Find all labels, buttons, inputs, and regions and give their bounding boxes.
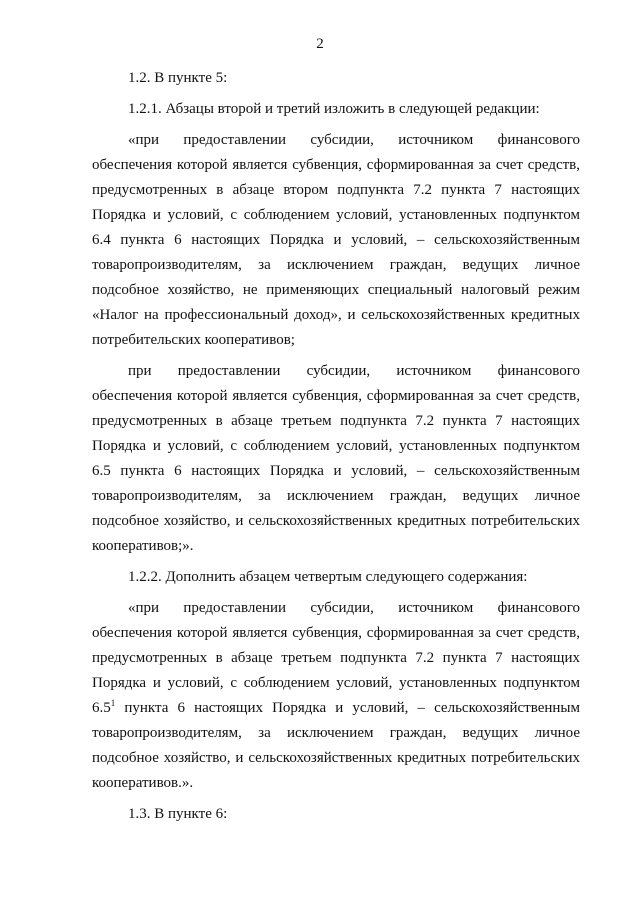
text-line: обеспечения которой является субвенция, сформированная за счет средств, <box>92 157 580 173</box>
quote-paragraph-2 <box>92 359 580 559</box>
quote-paragraph-1 <box>92 128 580 353</box>
text-line: подсобное хозяйство, и сельскохозяйственных кредитных потребительских <box>92 750 580 766</box>
text-line: Порядка и условий, с соблюдением условий, установленных подпунктом <box>92 675 580 691</box>
text-line: «при предоставлении субсидии, источником финансового <box>128 600 580 616</box>
text-line: предусмотренных в абзаце третьем подпункта 7.2 пункта 7 настоящих <box>92 650 580 666</box>
item-1-2-heading: 1.2. В пункте 5: <box>128 70 228 86</box>
text-line: обеспечения которой является субвенция, сформированная за счет средств, <box>92 388 580 404</box>
item-1-3-heading: 1.3. В пункте 6: <box>128 806 228 822</box>
text-line: подсобное хозяйство, и сельскохозяйственных кредитных потребительских <box>92 513 580 529</box>
document-body <box>92 66 580 827</box>
text-line: при предоставлении субсидии, источником финансового <box>128 363 580 379</box>
text-line <box>92 696 580 721</box>
text-line: 6.5 пункта 6 настоящих Порядка и условий, – сельскохозяйственным <box>92 463 580 479</box>
text-line: Порядка и условий, с соблюдением условий, установленных подпунктом <box>92 438 580 454</box>
text-line: 6.4 пункта 6 настоящих Порядка и условий, – сельскохозяйственным <box>92 232 580 248</box>
item-1-2-1-heading: 1.2.1. Абзацы второй и третий изложить в следующей редакции: <box>128 101 540 117</box>
text-line: Порядка и условий, с соблюдением условий, установленных подпунктом <box>92 207 580 223</box>
text-line: товаропроизводителям, за исключением граждан, ведущих личное <box>92 725 580 741</box>
text-line: потребительских кооперативов; <box>92 332 295 348</box>
text-line: предусмотренных в абзаце втором подпункта 7.2 пункта 7 настоящих <box>92 182 580 198</box>
text-line: кооперативов.». <box>92 775 194 791</box>
text-line: товаропроизводителям, за исключением граждан, ведущих личное <box>92 257 580 273</box>
page-number: 2 <box>316 36 324 52</box>
text-line: «при предоставлении субсидии, источником финансового <box>128 132 580 148</box>
text-fragment: пункта 6 настоящих Порядка и условий, – сельскохозяйственным <box>115 700 580 716</box>
text-line: подсобное хозяйство, не применяющих специальный налоговый режим <box>92 282 580 298</box>
item-1-2-2-heading: 1.2.2. Дополнить абзацем четвертым следующего содержания: <box>128 569 528 585</box>
superscript: 1 <box>110 698 116 708</box>
subpoint-number: 6.5 <box>92 700 111 716</box>
text-line: обеспечения которой является субвенция, сформированная за счет средств, <box>92 625 580 641</box>
text-line: предусмотренных в абзаце третьем подпункта 7.2 пункта 7 настоящих <box>92 413 580 429</box>
quote-paragraph-3 <box>92 596 580 796</box>
text-line: товаропроизводителям, за исключением граждан, ведущих личное <box>92 488 580 504</box>
text-line: «Налог на профессиональный доход», и сельскохозяйственных кредитных <box>92 307 580 323</box>
text-line: кооперативов;». <box>92 538 194 554</box>
